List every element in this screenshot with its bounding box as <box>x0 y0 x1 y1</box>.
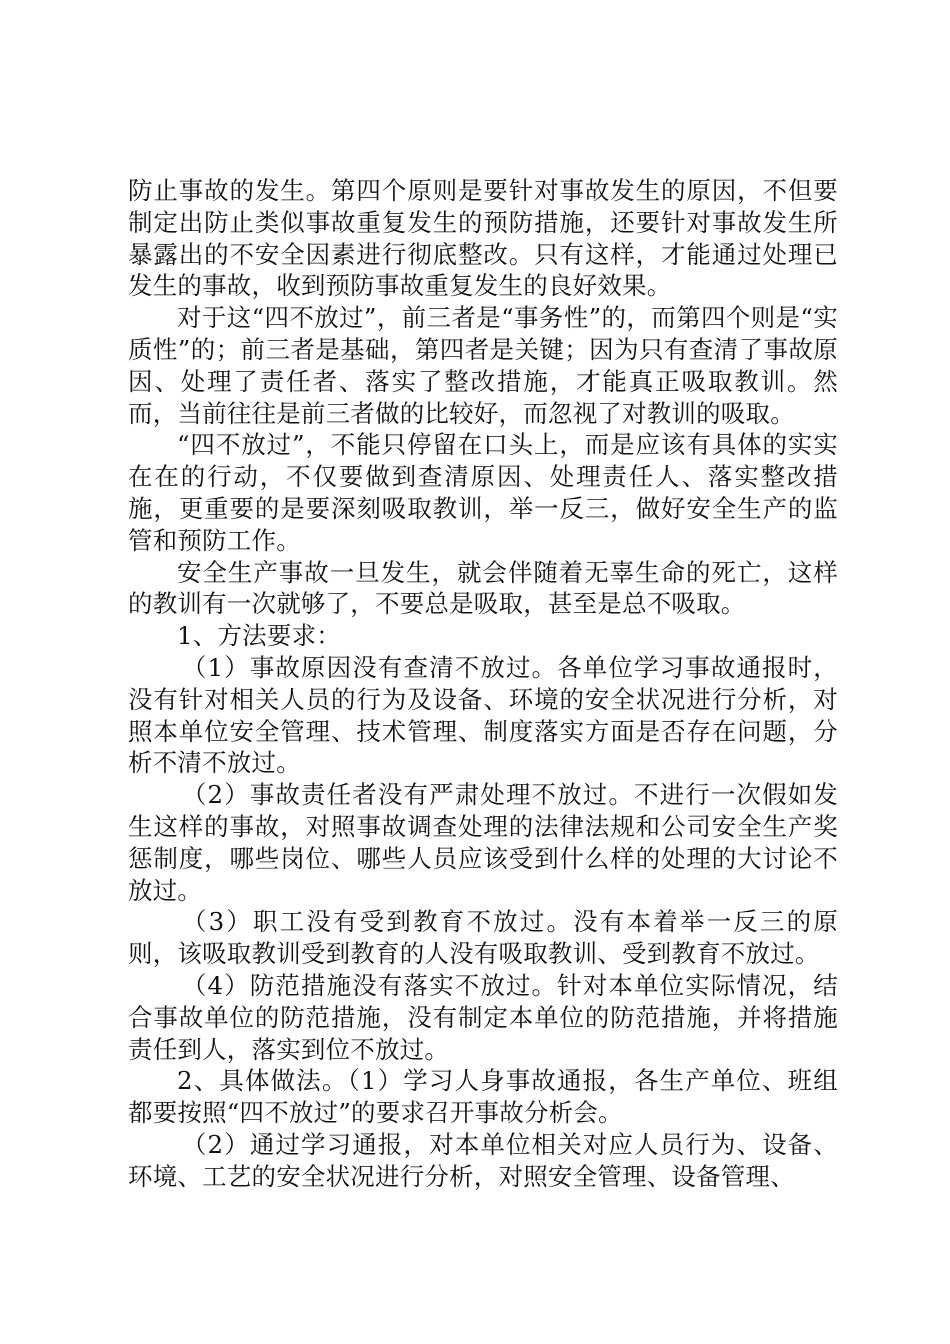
list-item-5: （2）通过学习通报，对本单位相关对应人员行为、设备、环境、工艺的安全状况进行分析，对照安全管理、设备管理、 <box>128 1129 838 1191</box>
section-heading-practice: 2、具体做法。（1）学习人身事故通报，各生产单位、班组都要按照“四不放过”的要求召开事故分析会。 <box>128 1066 838 1128</box>
section-heading-method: 1、方法要求： <box>177 621 341 651</box>
paragraph-1: 防止事故的发生。第四个原则是要针对事故发生的原因，不但要制定出防止类似事故重复发生的预防措施，还要针对事故发生所暴露出的不安全因素进行彻底整改。只有这样，才能通过处理已发生的事故，收到预防事故重复发生的良好效果。 <box>128 176 838 301</box>
list-item-4: （4）防范措施没有落实不放过。针对本单位实际情况，结合事故单位的防范措施，没有制定本单位的防范措施，并将措施责任到人，落实到位不放过。 <box>128 970 838 1064</box>
list-item-3: （3）职工没有受到教育不放过。没有本着举一反三的原则，该吸取教训受到教育的人没有吸取教训、受到教育不放过。 <box>128 907 838 969</box>
paragraph-2: 对于这“四不放过”，前三者是“事务性”的，而第四个则是“实质性”的；前三者是基础，第四者是关键；因为只有查清了事故原因、处理了责任者、落实了整改措施，才能真正吸取教训。然而，当前往往是前三者做的比较好，而忽视了对教训的吸取。 <box>128 303 838 428</box>
paragraph-4: 安全生产事故一旦发生，就会伴随着无辜生命的死亡，这样的教训有一次就够了，不要总是吸取，甚至是总不吸取。 <box>128 557 838 619</box>
paragraph-3: “四不放过”，不能只停留在口头上，而是应该有具体的实实在在的行动，不仅要做到查清原因、处理责任人、落实整改措施，更重要的是要深刻吸取教训，举一反三，做好安全生产的监管和预防工作。 <box>128 430 838 555</box>
list-item-1: （1）事故原因没有查清不放过。各单位学习事故通报时，没有针对相关人员的行为及设备、环境的安全状况进行分析，对照本单位安全管理、技术管理、制度落实方面是否存在问题，分析不清不放过。 <box>128 652 838 778</box>
list-item-2: （2）事故责任者没有严肃处理不放过。不进行一次假如发生这样的事故，对照事故调查处理的法律法规和公司安全生产奖惩制度，哪些岗位、哪些人员应该受到什么样的处理的大讨论不放过。 <box>128 780 838 905</box>
document-body <box>128 175 838 1193</box>
